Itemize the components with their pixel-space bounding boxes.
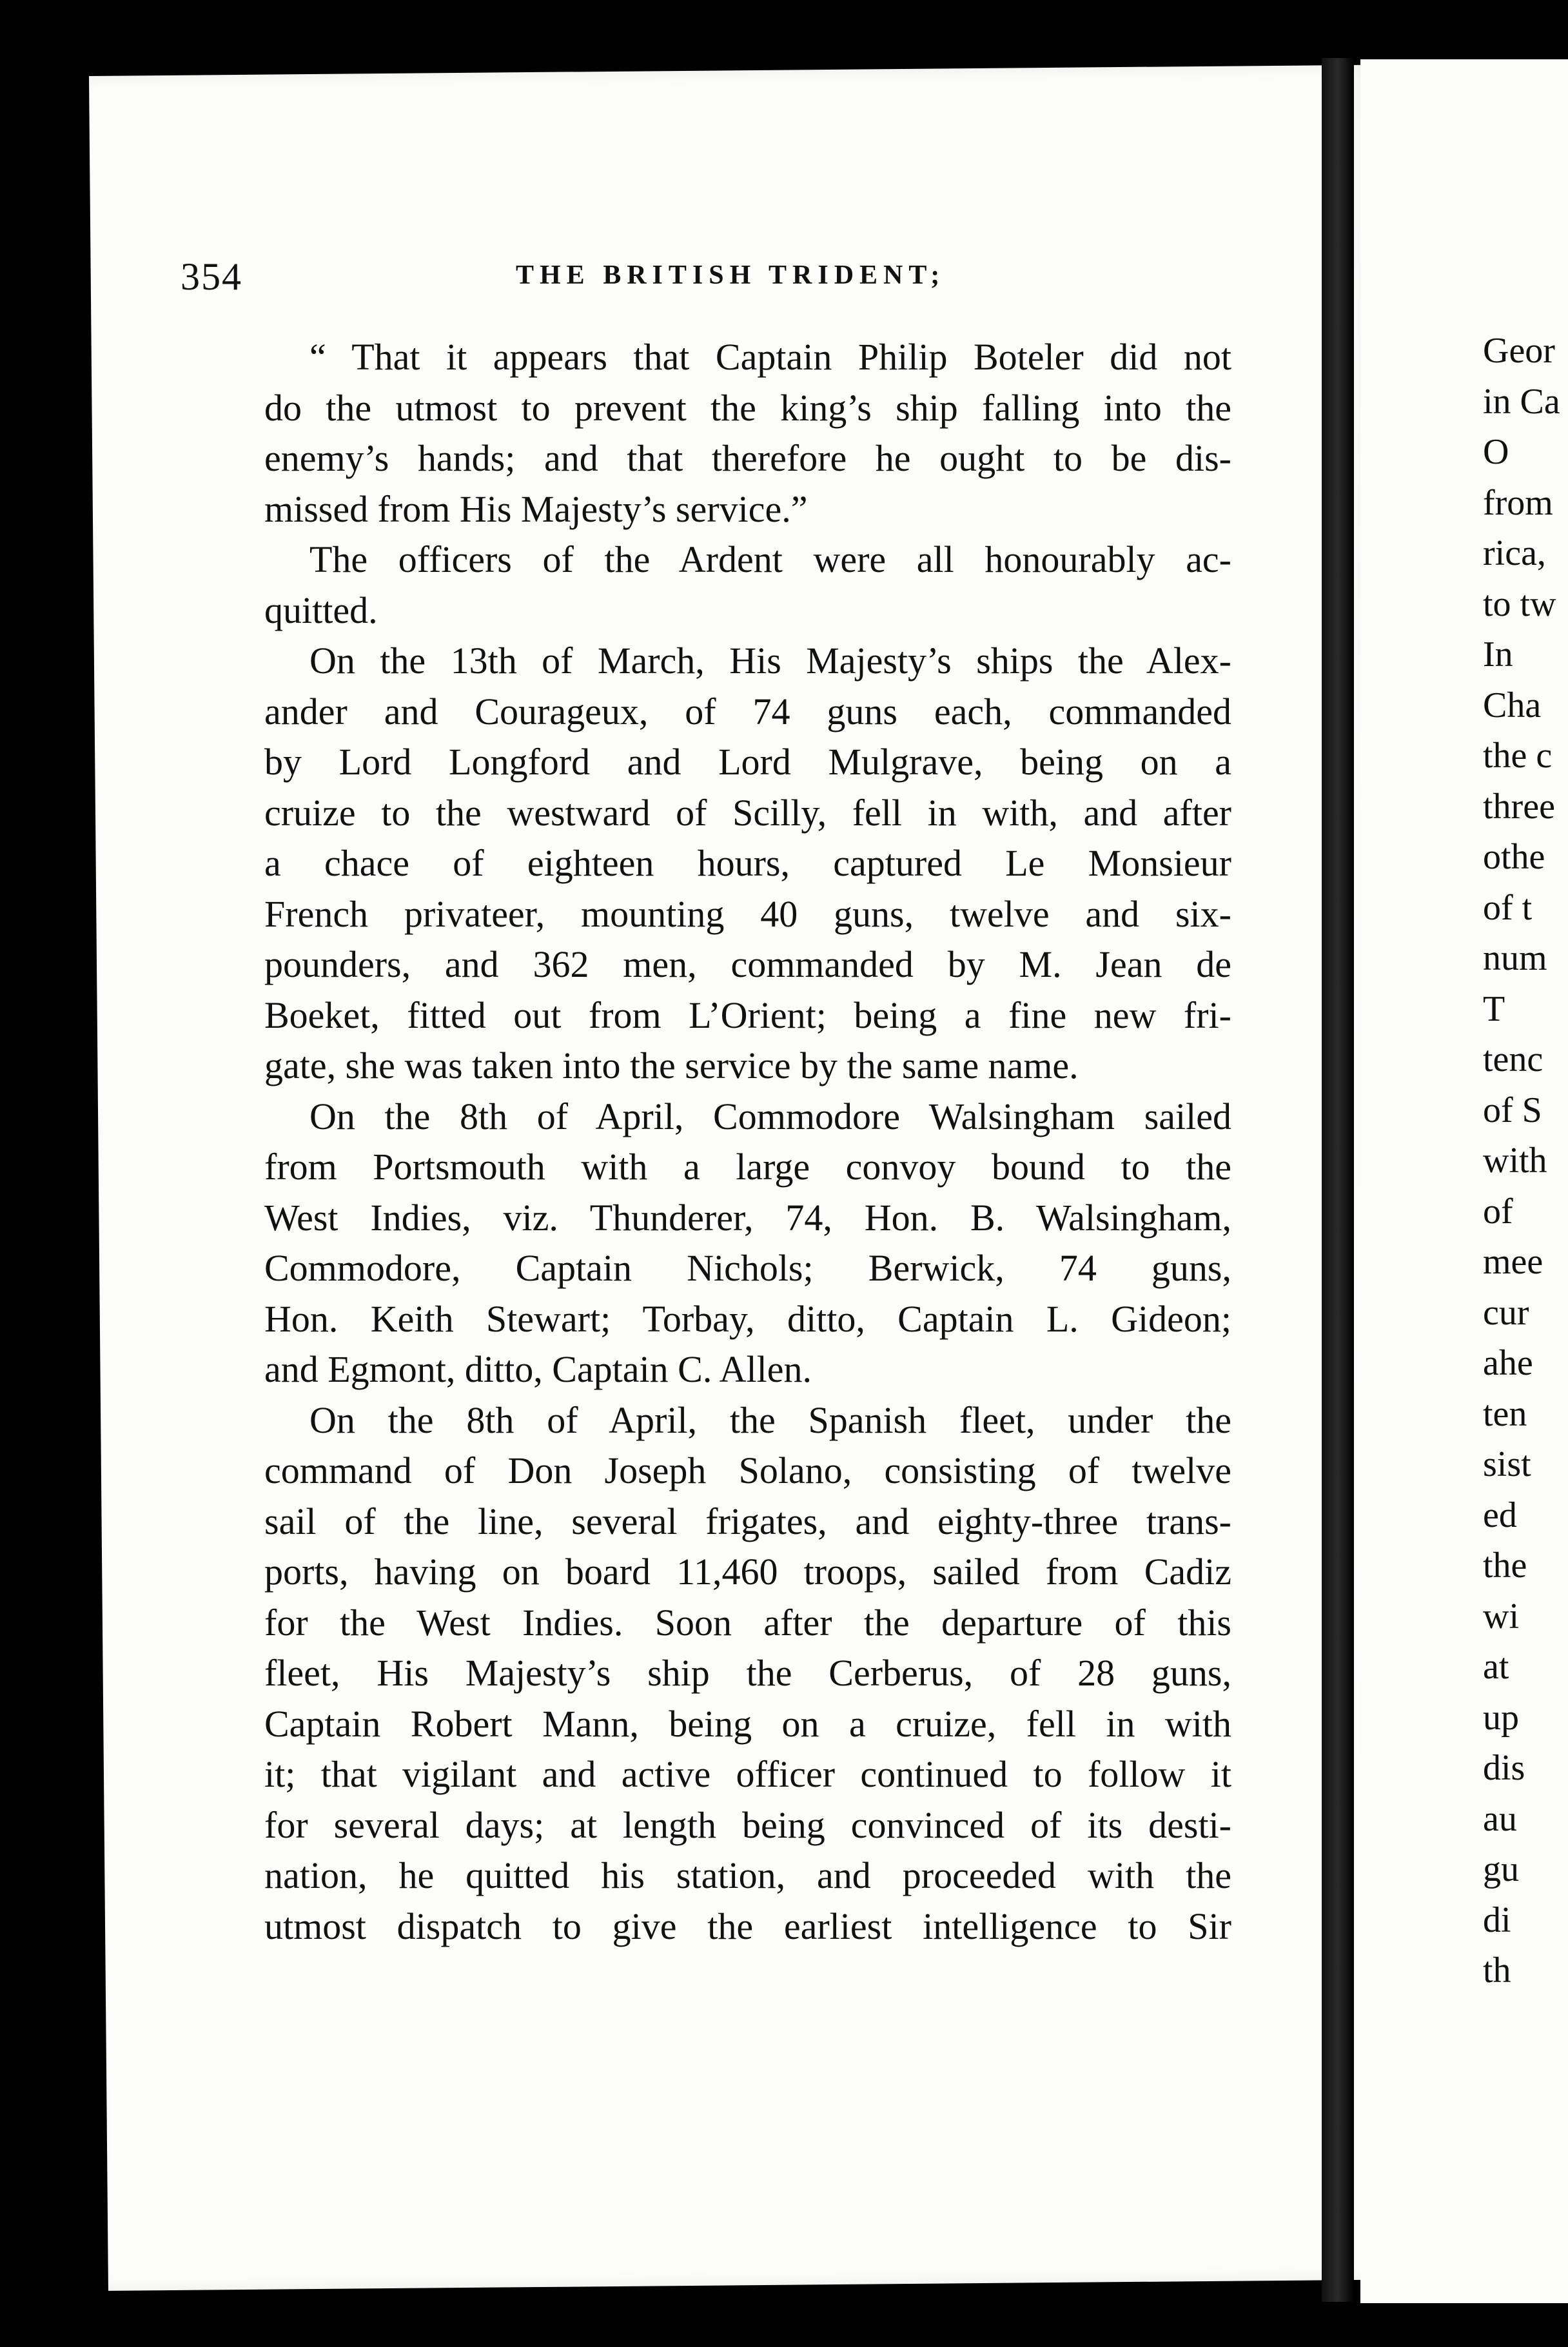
text-line: pounders, and 362 men, commanded by M. Jean de (264, 943, 1231, 985)
text-line: utmost dispatch to give the earliest intelligence to Sir (264, 1905, 1231, 1947)
text-line: Hon. Keith Stewart; Torbay, ditto, Captain L. Gideon; (264, 1297, 1231, 1340)
right-page-fragment: Geor (1483, 331, 1555, 371)
text-line: it; that vigilant and active officer continued to follow it (264, 1753, 1231, 1795)
text-line: Captain Robert Mann, being on a cruize, fell in with (264, 1702, 1231, 1745)
text-line: for several days; at length being convinced of its desti- (264, 1803, 1231, 1846)
right-page-fragment: with (1483, 1141, 1547, 1181)
right-page-fragment: at (1483, 1647, 1509, 1687)
right-page-fragment: num (1483, 938, 1547, 978)
text-line: do the utmost to prevent the king’s ship falling into the (264, 386, 1231, 429)
text-line: gate, she was taken into the service by the same name. (264, 1045, 1079, 1086)
right-page-fragment: sist (1483, 1444, 1531, 1484)
right-page-fragment: ahe (1483, 1343, 1533, 1383)
text-line: by Lord Longford and Lord Mulgrave, being on a (264, 741, 1231, 783)
text-line: Boeket, fitted out from L’Orient; being a fine new fri- (264, 994, 1231, 1036)
right-page-fragment: tenc (1483, 1039, 1544, 1079)
text-line: French privateer, mounting 40 guns, twelve and six- (264, 892, 1231, 935)
text-line: sail of the line, several frigates, and eighty-three trans- (264, 1500, 1231, 1542)
text-line: command of Don Joseph Solano, consisting of twelve (264, 1449, 1231, 1491)
right-page-fragment: gu (1483, 1849, 1519, 1889)
text-line: from Portsmouth with a large convoy bound to the (264, 1146, 1231, 1188)
text-line: The officers of the Ardent were all honourably ac- (309, 538, 1231, 580)
running-title: THE BRITISH TRIDENT; (516, 260, 946, 290)
text-line: On the 8th of April, Commodore Walsingham sailed (309, 1095, 1231, 1137)
right-page-fragment: three (1483, 786, 1555, 827)
text-line: On the 8th of April, the Spanish fleet, under the (309, 1399, 1231, 1441)
text-line: nation, he quitted his station, and proceeded with the (264, 1854, 1231, 1896)
right-page-fragment: of S (1483, 1090, 1542, 1130)
right-page-fragment: of (1483, 1191, 1513, 1232)
text-line: On the 13th of March, His Majesty’s ships the Alex- (309, 640, 1231, 682)
right-page-fragment: di (1483, 1900, 1511, 1940)
right-page-fragment: O (1483, 432, 1509, 472)
text-line: a chace of eighteen hours, captured Le Monsieur (264, 842, 1231, 884)
text-line: enemy’s hands; and that therefore he ought to be dis- (264, 437, 1231, 479)
right-page-fragment: ten (1483, 1393, 1527, 1434)
running-head (181, 255, 1225, 306)
text-line: for the West Indies. Soon after the departure of this (264, 1601, 1231, 1644)
right-page-fragment: the (1483, 1546, 1527, 1586)
text-line: ander and Courageux, of 74 guns each, commanded (264, 690, 1231, 732)
right-page-fragment: othe (1483, 837, 1545, 877)
text-line: Commodore, Captain Nichols; Berwick, 74 guns, (264, 1247, 1231, 1289)
right-page-fragment: cur (1483, 1292, 1529, 1333)
right-page-fragment: au (1483, 1798, 1517, 1839)
text-line: ports, having on board 11,460 troops, sailed from Cadiz (264, 1551, 1231, 1593)
text-line: “ That it appears that Captain Philip Boteler did not (309, 336, 1231, 378)
right-page-fragment: from (1483, 482, 1553, 523)
right-page-fragment: mee (1483, 1242, 1544, 1282)
right-page-fragment: Cha (1483, 685, 1542, 725)
right-page-fragment: to tw (1483, 584, 1556, 624)
right-page-fragment: In (1483, 634, 1513, 674)
text-line: quitted. (264, 589, 378, 631)
right-page-fragment: T (1483, 988, 1505, 1029)
right-page-fragment: of t (1483, 887, 1533, 928)
book-gutter (1322, 58, 1354, 2302)
right-page-fragment: th (1483, 1950, 1511, 1990)
right-page-fragment: wi (1483, 1596, 1519, 1636)
right-page-fragment: dis (1483, 1748, 1525, 1788)
right-page-fragment: up (1483, 1697, 1519, 1738)
text-line: and Egmont, ditto, Captain C. Allen. (264, 1348, 812, 1390)
page-number: 354 (181, 255, 242, 298)
right-page-fragment: the c (1483, 736, 1553, 776)
right-page-fragment: rica, (1483, 533, 1546, 573)
text-line: fleet, His Majesty’s ship the Cerberus, of 28 guns, (264, 1652, 1231, 1694)
body-text (264, 332, 1231, 1952)
right-page-text (1483, 326, 1568, 1996)
text-line: missed from His Majesty’s service.” (264, 487, 808, 530)
right-page-fragment: ed (1483, 1495, 1517, 1535)
text-line: cruize to the westward of Scilly, fell in with, and after (264, 791, 1231, 834)
text-line: West Indies, viz. Thunderer, 74, Hon. B. Walsingham, (264, 1196, 1231, 1239)
right-page-fragment: in Ca (1483, 381, 1560, 422)
